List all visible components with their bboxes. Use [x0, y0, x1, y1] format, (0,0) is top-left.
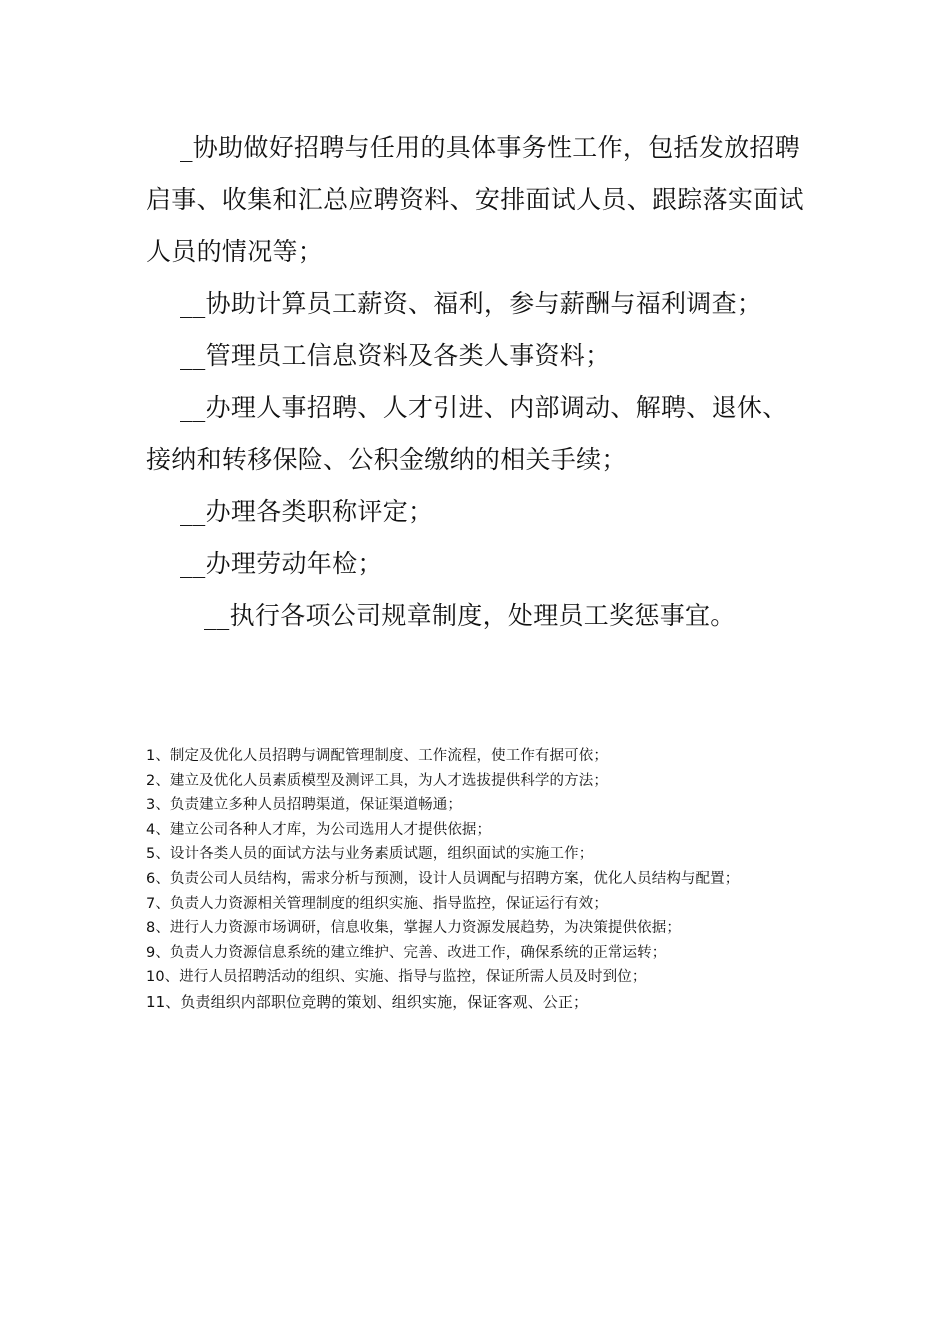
- list-item: 4、建立公司各种人才库，为公司选用人才提供依据；: [146, 821, 492, 838]
- list-item: 2、建立及优化人员素质模型及测评工具，为人才选拔提供科学的方法；: [146, 772, 608, 789]
- duty-paragraph-payroll: __协助计算员工薪资、福利，参与薪酬与福利调查；: [180, 289, 763, 318]
- list-item: 10、进行人员招聘活动的组织、实施、指导与监控，保证所需人员及时到位；: [146, 969, 647, 986]
- list-item: 9、负责人力资源信息系统的建立维护、完善、改进工作，确保系统的正常运转；: [146, 944, 667, 961]
- duty-paragraph-procedures: __办理人事招聘、人才引进、内部调动、解聘、退休、接纳和转移保险、公积金缴纳的相关手续；: [146, 393, 788, 474]
- responsibilities-list: [146, 744, 826, 1015]
- duty-paragraph-labor-inspection: __办理劳动年检；: [180, 549, 383, 578]
- list-item: 6、负责公司人员结构，需求分析与预测，设计人员调配与招聘方案，优化人员结构与配置；: [146, 870, 740, 887]
- duty-paragraph-titles: __办理各类职称评定；: [180, 497, 434, 526]
- list-item: 11、负责组织内部职位竞聘的策划、组织实施，保证客观、公正；: [146, 992, 589, 1011]
- list-item: 3、负责建立多种人员招聘渠道，保证渠道畅通；: [146, 797, 462, 814]
- list-item: 1、制定及优化人员招聘与调配管理制度、工作流程，使工作有据可依；: [146, 748, 608, 764]
- duty-paragraph-recruiting: _协助做好招聘与任用的具体事务性工作，包括发放招聘启事、收集和汇总应聘资料、安排面试人员、跟踪落实面试人员的情况等；: [146, 133, 804, 266]
- list-item: 8、进行人力资源市场调研，信息收集，掌握人力资源发展趋势，为决策提供依据；: [146, 920, 681, 937]
- list-item: 7、负责人力资源相关管理制度的组织实施、指导监控，保证运行有效；: [146, 895, 608, 912]
- duties-section: [146, 122, 810, 642]
- list-item: 5、设计各类人员的面试方法与业务素质试题，组织面试的实施工作；: [146, 846, 594, 863]
- duty-paragraph-regulations: __执行各项公司规章制度，处理员工奖惩事宜。: [204, 601, 736, 630]
- duty-paragraph-records: __管理员工信息资料及各类人事资料；: [180, 341, 611, 370]
